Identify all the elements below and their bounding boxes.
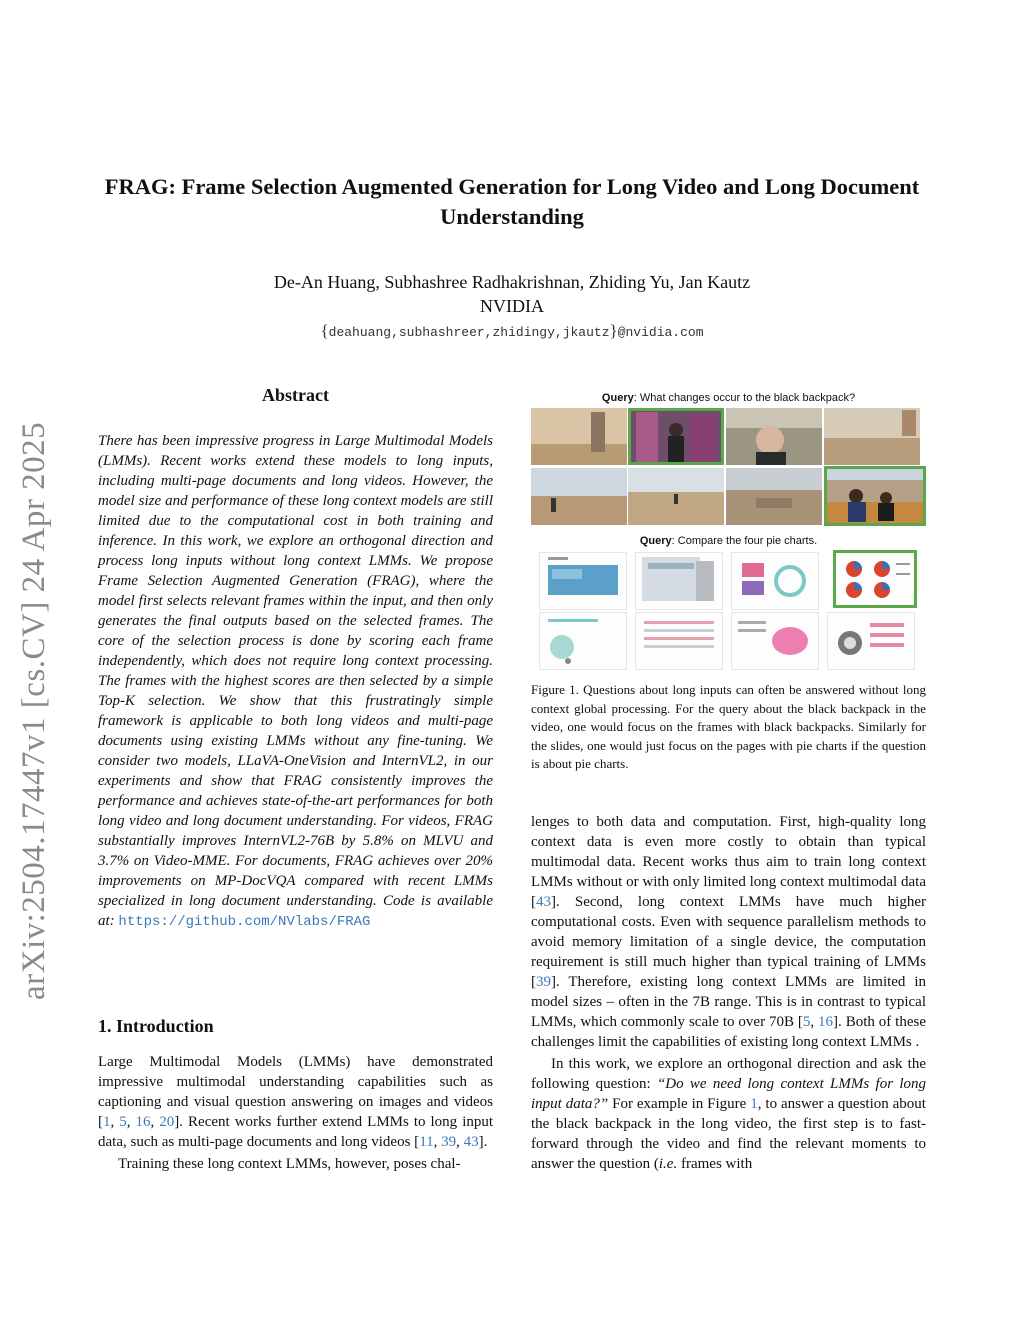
citation-link[interactable]: 16 (818, 1014, 834, 1030)
body-paragraph: lenges to both data and computation. First, high-quality long context data is even more costly to obtain than typical multimodal data. Recent works thus aim to train long context LMMs without or with only limited long context multimodal data [43]. Second, long context LMMs have much higher computational costs. Even with sequence parallelism methods to avoid memory limitation of a single device, the computation requirement is still much higher than typical training of LMMs [39]. Therefore, existing long context LMMs are limited in model sizes – often in the 7B range. This is in contrast to typical LMMs, which commonly scale to over 70B [5, 16]. Both of these challenges limit the capabilities of existing long context LMMs . (531, 814, 926, 1050)
figure-query-video (531, 392, 926, 404)
arxiv-sidebar-stamp: arXiv:2504.17447v1 [cs.CV] 24 Apr 2025 (16, 421, 52, 1000)
author-list: De-An Huang, Subhashree Radhakrishnan, Zhiding Yu, Jan Kautz (273, 272, 751, 292)
author-emails: {deahuang,subhashreer,zhidingy,jkautz}@nvidia.com (320, 321, 704, 340)
intro-paragraph: Large Multimodal Models (LMMs) have demonstrated impressive multimodal understanding capabilities such as captioning and visual question answering on images and videos [1, 5, 16, 20]. Recent works further extend LMMs to long input data, such as multi-page documents and long videos [11, 39, 43]. (98, 1054, 494, 1150)
video-frame (726, 468, 822, 525)
video-frame (628, 468, 724, 525)
right-column-body (531, 812, 926, 1174)
text-run: ]. Recent works further extend LMMs to long input data, such as multi-page documents and long videos [ (98, 1114, 494, 1150)
citation-link[interactable]: 20 (159, 1114, 175, 1130)
query-text: : Compare the four pie charts. (671, 535, 818, 547)
intro-body (98, 1052, 493, 1174)
citation-link[interactable]: 1 (103, 1114, 111, 1130)
citation-link[interactable]: 39 (536, 974, 551, 990)
slide-page-selected (833, 550, 917, 608)
affiliation: NVIDIA (480, 296, 544, 316)
text-run: ]. Therefore, existing long context LMMs are limited in model sizes – often in the 7B range. This is in contrast to typical LMMs, which commonly scale to over 70B [ (531, 974, 926, 1030)
video-frame-grid (531, 408, 926, 528)
body-paragraph (531, 1054, 926, 1174)
query-text: : What changes occur to the black backpack? (633, 392, 856, 404)
code-link[interactable]: https://github.com/NVlabs/FRAG (118, 914, 371, 930)
text-run: In this work, we explore an orthogonal direction and ask the following question: (531, 1056, 926, 1092)
intro-paragraph: Training these long context LMMs, however, poses chal- (118, 1156, 461, 1172)
intro-heading: 1. Introduction (98, 1016, 214, 1036)
text-run: frames with (677, 1156, 753, 1172)
text-run: Large Multimodal Models (LMMs) have demonstrated impressive multimodal understanding capabilities such as captioning and visual question answering on images and videos [ (98, 1054, 493, 1130)
figure-link[interactable]: 1 (750, 1096, 758, 1112)
citation-link[interactable]: 43 (463, 1134, 479, 1150)
text-run: ]. (478, 1134, 488, 1150)
slide-page (635, 552, 723, 610)
citation-link[interactable]: 16 (135, 1114, 151, 1130)
text-run: lenges to both data and computation. First, high-quality long context data is even more costly to obtain than typical multimodal data. Recent works thus aim to train long context LMMs without or with only limited long context multimodal data [ (531, 814, 926, 910)
abstract-heading: Abstract (262, 385, 329, 405)
video-frame (531, 408, 627, 465)
citation-link[interactable]: 5 (802, 1014, 811, 1030)
email-domain: @nvidia.com (617, 325, 704, 340)
slide-page-grid (531, 550, 926, 670)
slide-page (539, 552, 627, 610)
abstract-text: There has been impressive progress in Large Multimodal Models (LMMs). Recent works extend these models to long inputs, including multi-page documents and long videos. However, the model size and performance of these long context models are still limited due to the computational cost in both training and inference. In this work, we explore an orthogonal direction and process long inputs without long context LMMs. We propose Frame Selection Augmented Generation (FRAG), where the model first selects relevant frames within the input, and then only generates the final outputs based on the selected frames. The core of the selection process is done by scoring each frame independently, which does not require long context processing. The frames with the highest scores are then selected by a simple Top-K selection. We show that this frustratingly simple framework is applicable to both long videos and multi-page documents using existing LMMs without any fine-tuning. We consider two models, LLaVA-OneVision and InternVL2, in our experiments and show that FRAG consistently improves the performance and achieves state-of-the-art performances for both long video and long document understanding. For videos, FRAG substantially improves InternVL2-76B by 5.8% on MLVU and 3.7% on Video-MME. For documents, FRAG achieves over 20% improvements on MP-DocVQA compared with recent LMMs specialized in long document understanding. Code is available at: (98, 433, 493, 929)
paper-title: FRAG: Frame Selection Augmented Generation for Long Video and Long Document Understanding (104, 174, 920, 229)
citation-link[interactable]: 11 (419, 1134, 434, 1150)
slide-page (827, 612, 915, 670)
video-frame-selected (628, 408, 724, 465)
slide-page (539, 612, 627, 670)
slide-page (635, 612, 723, 670)
video-frame (824, 408, 920, 465)
citation-link[interactable]: 39 (441, 1134, 457, 1150)
text-run: i.e. (658, 1156, 678, 1172)
query-label: Query (639, 535, 672, 547)
query-label: Query (601, 392, 634, 404)
video-frame (726, 408, 822, 465)
video-frame (531, 468, 627, 525)
abstract-body (98, 431, 493, 932)
text-run: ]. Both of these challenges limit the capabilities of existing long context LMMs . (531, 1014, 926, 1050)
figure-query-slides (531, 535, 926, 547)
slide-page (731, 612, 819, 670)
slide-page (731, 552, 819, 610)
citation-link[interactable]: 43 (536, 894, 551, 910)
video-frame-selected (824, 466, 926, 526)
research-question: “Do we need long context LMMs for long input data?” (531, 1076, 926, 1112)
text-run: , to answer a question about the black backpack in the long video, the first step is to fast-forward through the video and find the relevant moments to answer the question ( (531, 1096, 926, 1172)
text-run: For example in Figure (608, 1096, 751, 1112)
email-names: deahuang,subhashreer,zhidingy,jkautz (328, 325, 610, 340)
citation-link[interactable]: 5 (119, 1114, 127, 1130)
text-run: ]. Second, long context LMMs have much higher computational costs. Even with sequence parallelism methods to avoid memory limitation of a single device, the computation requirement is still much higher than typical training of LMMs [ (531, 894, 926, 990)
figure-caption: Figure 1. Questions about long inputs can often be answered without long context global processing. For the query about the black backpack in the video, one would focus on the frames with black backpacks. Similarly for the slides, one would just focus on the pages with pie charts if the question is about pie charts. (531, 682, 926, 771)
